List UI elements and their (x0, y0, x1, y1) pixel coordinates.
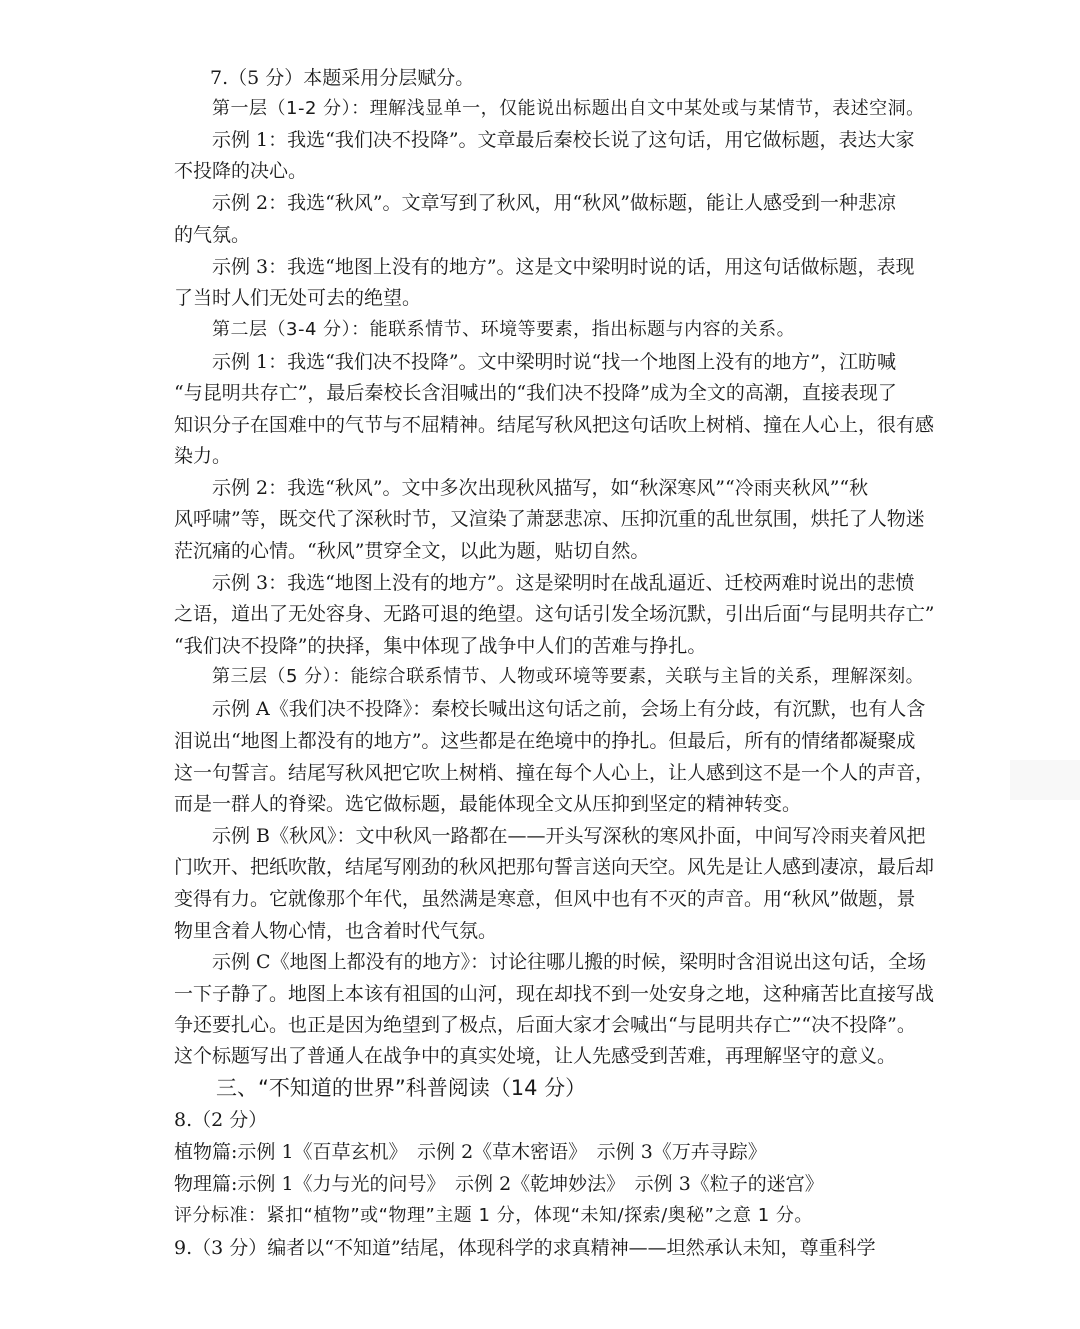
scan-mark (1010, 760, 1080, 800)
section-heading: 三、“不知道的世界”科普阅读（14 分） (216, 1076, 587, 1100)
text-line: “我们决不投降”的抉择，集中体现了战争中人们的苦难与挣扎。 (174, 635, 707, 657)
text-line: 示例 C《地图上都没有的地方》：讨论往哪儿搬的时候，梁明时含泪说出这句话，全场 (212, 951, 927, 973)
level-heading: 第三层（5 分）：能综合联系情节、人物或环境等要素，关联与主旨的关系，理解深刻。 (212, 666, 925, 687)
text-line: 风呼啸”等，既交代了深秋时节，又渲染了萧瑟悲凉、压抑沉重的乱世氛围，烘托了人物迷 (174, 508, 925, 530)
text-line: 示例 A《我们决不投降》：秦校长喊出这句话之前，会场上有分歧，有沉默，也有人含 (212, 698, 926, 720)
text-line: 9.（3 分）编者以“不知道”结尾，体现科学的求真精神——坦然承认未知，尊重科学 (174, 1237, 876, 1259)
text-line: 的气氛。 (174, 224, 251, 246)
text-line: 茫沉痛的心情。“秋风”贯穿全文，以此为题，贴切自然。 (174, 540, 650, 562)
text-line: “与昆明共存亡”，最后秦校长含泪喊出的“我们决不投降”成为全文的高潮，直接表现了 (174, 382, 897, 404)
level-heading: 第二层（3-4 分）：能联系情节、环境等要素，指出标题与内容的关系。 (212, 319, 796, 340)
text-line: 植物篇:示例 1《百草玄机》 示例 2《草木密语》 示例 3《万卉寻踪》 (174, 1141, 767, 1163)
text-line: 争还要扎心。也正是因为绝望到了极点，后面大家才会喊出“与昆明共存亡”“决不投降”。 (174, 1014, 916, 1036)
text-line: 泪说出“地图上都没有的地方”。这些都是在绝境中的挣扎。但最后，所有的情绪都凝聚成 (174, 730, 916, 752)
text-line: 变得有力。它就像那个年代，虽然满是寒意，但风中也有不灭的声音。用“秋风”做题，景 (174, 888, 916, 910)
text-line: 染力。 (174, 445, 232, 467)
text-line: 示例 B《秋风》：文中秋风一路都在——开头写深秋的寒风扑面，中间写冷雨夹着风把 (212, 825, 926, 847)
text-line: 示例 2：我选“秋风”。文章写到了秋风，用“秋风”做标题，能让人感受到一种悲凉 (212, 192, 896, 214)
text-line: 之语，道出了无处容身、无路可退的绝望。这句话引发全场沉默，引出后面“与昆明共存亡” (174, 603, 935, 625)
text-line: 了当时人们无处可去的绝望。 (174, 287, 422, 309)
text-line: 示例 1：我选“我们决不投降”。文中梁明时说“找一个地图上没有的地方”，江昉喊 (212, 351, 896, 373)
level-heading: 第一层（1-2 分）：理解浅显单一，仅能说出标题出自文中某处或与某情节，表述空洞。 (212, 98, 925, 119)
text-line: 不投降的决心。 (174, 160, 308, 182)
text-line: 一下子静了。地图上本该有祖国的山河，现在却找不到一处安身之地，这种痛苦比直接写战 (174, 983, 935, 1005)
text-line: 7.（5 分）本题采用分层赋分。 (210, 67, 475, 89)
text-line: 知识分子在国难中的气节与不屈精神。结尾写秋风把这句话吹上树梢、撞在人心上，很有感 (174, 414, 935, 436)
text-line: 这一句誓言。结尾写秋风把它吹上树梢、撞在每个人心上，让人感到这不是一个人的声音， (174, 762, 935, 784)
scoring-criteria: 评分标准：紧扣“植物”或“物理”主题 1 分，体现“未知/探索/奥秘”之意 1 分。 (174, 1205, 813, 1226)
text-line: 示例 3：我选“地图上没有的地方”。这是文中梁明时说的话，用这句话做标题，表现 (212, 256, 915, 278)
text-line: 物里含着人物心情，也含着时代气氛。 (174, 920, 498, 942)
text-line: 示例 1：我选“我们决不投降”。文章最后秦校长说了这句话，用它做标题，表达大家 (212, 129, 915, 151)
text-line: 这个标题写出了普通人在战争中的真实处境，让人先感受到苦难，再理解坚守的意义。 (174, 1045, 897, 1067)
text-line: 物理篇:示例 1《力与光的问号》 示例 2《乾坤妙法》 示例 3《粒子的迷宫》 (174, 1173, 824, 1195)
text-line: 门吹开、把纸吹散，结尾写刚劲的秋风把那句誓言送向天空。风先是让人感到凄凉，最后却 (174, 856, 935, 878)
text-line: 示例 2：我选“秋风”。文中多次出现秋风描写，如“秋深寒风”“冷雨夹秋风”“秋 (212, 477, 869, 499)
text-line: 而是一群人的脊梁。选它做标题，最能体现全文从压抑到坚定的精神转变。 (174, 793, 802, 815)
text-line: 8.（2 分） (174, 1109, 268, 1131)
text-line: 示例 3：我选“地图上没有的地方”。这是梁明时在战乱逼近、迁校两难时说出的悲愤 (212, 572, 915, 594)
